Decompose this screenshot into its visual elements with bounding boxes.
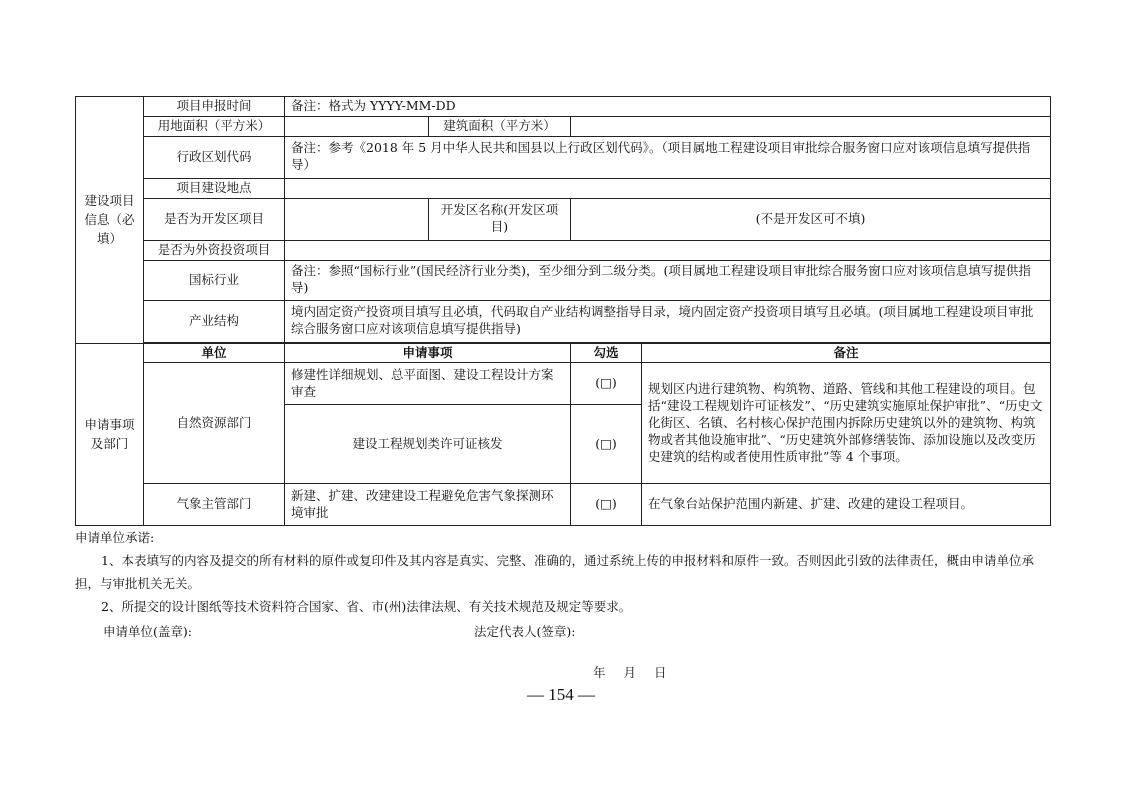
submit-time-label: 项目申报时间: [144, 97, 285, 117]
region-code-field[interactable]: 备注：参考《2018 年 5 月中华人民共和国县以上行政区划代码》。（项目属地工程建设项目审批综合服务窗口应对该项信息填写提供指导）: [285, 136, 1051, 178]
dev-zone-name-label: 开发区名称(开发区项目): [429, 198, 571, 240]
land-area-label: 用地面积（平方米）: [144, 116, 285, 136]
commitment-paragraph-1: 1、本表填写的内容及提交的所有材料的原件或复印件及其内容是真实、完整、准确的，通过系统上传的申报材料和原件一致。否则因此引致的法律责任，概由申请单位承担，与审批机关无关。: [75, 553, 1034, 592]
natural-resources-dept: 自然资源部门: [144, 363, 285, 484]
region-code-label: 行政区划代码: [144, 136, 285, 178]
industry-field[interactable]: 备注：参照“国标行业”(国民经济行业分类)，至少细分到二级分类。(项目属地工程建设项目审批综合服务窗口应对该项信息填写提供指导): [285, 260, 1051, 300]
structure-label: 产业结构: [144, 300, 285, 342]
row-section2-header: [76, 343, 1051, 363]
row-structure: [76, 300, 1051, 342]
structure-field[interactable]: 境内固定资产投资项目填写且必填，代码取自产业结构调整指导目录，境内固定资产投资项目填写且必填。(项目属地工程建设项目审批综合服务窗口应对该项信息填写提供指导): [285, 300, 1051, 342]
building-area-field[interactable]: [571, 116, 1051, 136]
checkbox-item1[interactable]: (□): [571, 363, 642, 405]
header-note: 备注: [642, 343, 1051, 363]
section-project-info-label: 建设项目信息（必填）: [76, 97, 144, 344]
dev-zone-name-field[interactable]: (不是开发区可不填): [571, 198, 1051, 240]
row-foreign-invest: [76, 240, 1051, 260]
row-region-code: [76, 136, 1051, 178]
commitment-title: 申请单位承诺:: [75, 530, 155, 545]
row-item1: [76, 363, 1051, 405]
checkbox-item3[interactable]: (□): [571, 484, 642, 526]
location-label: 项目建设地点: [144, 178, 285, 198]
foreign-invest-label: 是否为外资投资项目: [144, 240, 285, 260]
item-design-review: 修建性详细规划、总平面图、建设工程设计方案审查: [285, 363, 571, 405]
row-industry: [76, 260, 1051, 300]
header-check: 勾选: [571, 343, 642, 363]
date-month: 月: [623, 665, 637, 680]
row-location: [76, 178, 1051, 198]
header-unit: 单位: [144, 343, 285, 363]
weather-dept-note: 在气象台站保护范围内新建、扩建、改建的建设工程项目。: [642, 484, 1051, 526]
page-number: — 154 —: [527, 685, 595, 704]
item-weather-review: 新建、扩建、改建建设工程避免危害气象探测环境审批: [285, 484, 571, 526]
submit-time-field[interactable]: 备注：格式为 YYYY-MM-DD: [285, 97, 1051, 117]
dev-zone-field[interactable]: [285, 198, 429, 240]
date-line: [593, 665, 681, 682]
location-field[interactable]: [285, 178, 1051, 198]
applicant-seal-label: 申请单位(盖章):: [103, 624, 192, 639]
date-day: 日: [654, 665, 667, 680]
row-dev-zone: [76, 198, 1051, 240]
row-item3: [76, 484, 1051, 526]
foreign-invest-field[interactable]: [285, 240, 1051, 260]
commitment-paragraph-2: 2、所提交的设计图纸等技术资料符合国家、省、市(州)法律法规、有关技术规范及规定等要求。: [101, 599, 632, 615]
row-area: [76, 116, 1051, 136]
header-item: 申请事项: [285, 343, 571, 363]
checkbox-item2[interactable]: (□): [571, 405, 642, 484]
dev-zone-label: 是否为开发区项目: [144, 198, 285, 240]
date-year: 年: [593, 665, 606, 680]
commitment-section: [75, 526, 1050, 619]
row-submit-time: [76, 97, 1051, 117]
weather-dept: 气象主管部门: [144, 484, 285, 526]
building-area-label: 建筑面积（平方米）: [429, 116, 571, 136]
natural-dept-note: 规划区内进行建筑物、构筑物、道路、管线和其他工程建设的项目。包括“建设工程规划许可证核发”、“历史建筑实施原址保护审批”、“历史文化街区、名镇、名村核心保护范围内拆除历史建筑以外的建筑物、构筑物或者其他设施审批”、“历史建筑外部修缮装饰、添加设施以及改变历史建筑的结构或者使用性质审批”等 4 个事项。: [642, 363, 1051, 484]
item-planning-permit: 建设工程规划类许可证核发: [285, 405, 571, 484]
industry-label: 国标行业: [144, 260, 285, 300]
legal-rep-sign-label: 法定代表人(签章):: [474, 624, 576, 639]
land-area-field[interactable]: [285, 116, 429, 136]
section-apply-items-label: 申请事项及部门: [76, 343, 144, 526]
application-form-table: [75, 96, 1051, 526]
